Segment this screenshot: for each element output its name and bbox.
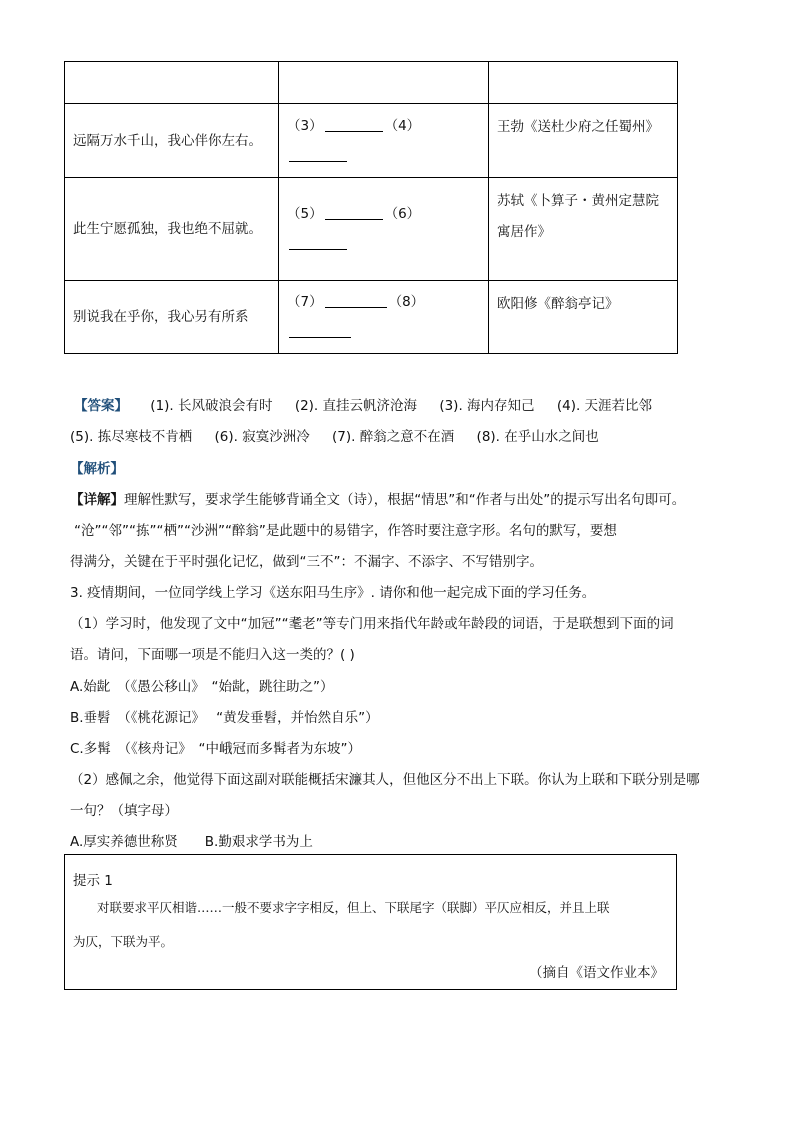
answer-label: 【答案】: [74, 398, 128, 414]
answer-item: (5). 拣尽寒枝不肯栖: [70, 429, 193, 445]
q2-line-2: 一句？（填字母）: [70, 803, 178, 819]
blank-number: （6）: [384, 206, 421, 222]
blank-cell: [279, 104, 489, 178]
q1-line-1: （1）学习时，他发现了文中“加冠”“耄老”等专门用来指代年龄或年龄段的词语，于是联想到下面的词: [70, 616, 674, 632]
answer-item: (8). 在乎山水之间也: [476, 429, 599, 445]
detail-line-3: 得满分，关键在于平时强化记忆，做到“三不”：不漏字、不添字、不写错别字。: [70, 554, 543, 570]
hint-line-1: 对联要求平仄相谐……一般不要求字字相反，但上、下联尾字（联脚）平仄应相反，并且上联: [97, 900, 610, 915]
analysis-label: 【解析】: [70, 461, 124, 477]
answer-blank[interactable]: [289, 323, 351, 338]
option-a: A.始龀 （《愚公移山》 “始龀，跳往助之”）: [70, 679, 334, 695]
q2-options: A.厚实养德世称贤 B.勤艰求学书为上: [70, 834, 313, 850]
answer-item: (7). 醉翁之意不在酒: [332, 429, 455, 445]
table-row: [65, 281, 678, 354]
feeling-cell: 远隔万水千山，我心伴你左右。: [65, 104, 279, 178]
detail-text: 理解性默写，要求学生能够背诵全文（诗），根据“情思”和“作者与出处”的提示写出名句即可。: [124, 492, 686, 508]
feeling-cell: 别说我在乎你，我心另有所系: [65, 281, 279, 354]
answer-item: (6). 寂寞沙洲冷: [214, 429, 310, 445]
answer-blank[interactable]: [325, 205, 383, 220]
blank-number: （3）: [287, 117, 323, 134]
hint-source: （摘自《语文作业本》: [529, 965, 664, 981]
source-cell: 欧阳修《醉翁亭记》: [489, 281, 678, 354]
answer-item: (3). 海内存知己: [439, 398, 535, 414]
option-c: C.多髯 （《核舟记》 “中峨冠而多髯者为东坡”）: [70, 741, 361, 757]
answer-item: (2). 直挂云帆济沧海: [294, 398, 418, 414]
answer-line-1: [74, 394, 670, 414]
answer-blank[interactable]: [325, 117, 383, 132]
detail-label: 【详解】: [70, 492, 124, 508]
blank-number: （5）: [287, 206, 323, 222]
hint-box: [64, 854, 677, 990]
detail-line-2: “沧”“邻”“拣”“栖”“沙洲”“醉翁”是此题中的易错字，作答时要注意字形。名句的默写，要想: [74, 523, 617, 539]
hint-line-2: 为仄，下联为平。: [73, 934, 174, 949]
table-cell: [65, 62, 279, 104]
blank-cell: [279, 178, 489, 281]
feeling-cell: 此生宁愿孤独，我也绝不屈就。: [65, 178, 279, 281]
blank-number: （8）: [388, 294, 425, 310]
blank-number: （4）: [384, 117, 421, 134]
answer-blank[interactable]: [289, 235, 347, 250]
answer-blank[interactable]: [289, 147, 347, 162]
hint-title: 提示 1: [73, 873, 113, 889]
blank-cell: [279, 281, 489, 354]
answer-item: (1). 长风破浪会有时: [150, 398, 273, 414]
source-cell: 苏轼《卜算子・黄州定慧院寓居作》: [489, 178, 678, 281]
answer-line-2: [70, 425, 617, 445]
answer-item: (4). 天涯若比邻: [556, 398, 653, 414]
table-row: [65, 178, 678, 281]
table-row: [65, 104, 678, 178]
answer-blank[interactable]: [325, 293, 387, 308]
q2-line-1: （2）感佩之余，他觉得下面这副对联能概括宋濂其人，但他区分不出上下联。你认为上联和下联分别是哪: [70, 772, 700, 788]
blank-number: （7）: [287, 294, 323, 310]
question-stem: 3. 疫情期间，一位同学线上学习《送东阳马生序》. 请你和他一起完成下面的学习任务。: [70, 585, 596, 601]
option-b: B.垂髫 （《桃花源记》 “黄发垂髫，并怡然自乐”）: [70, 710, 379, 726]
q1-line-2: 语。请问，下面哪一项是不能归入这一类的？( ): [70, 647, 355, 663]
poem-table: [64, 61, 678, 354]
detail-line-1: [70, 488, 685, 508]
table-row: [65, 62, 678, 104]
table-cell: [489, 62, 678, 104]
table-cell: [279, 62, 489, 104]
source-cell: 王勃《送杜少府之任蜀州》: [489, 104, 678, 178]
